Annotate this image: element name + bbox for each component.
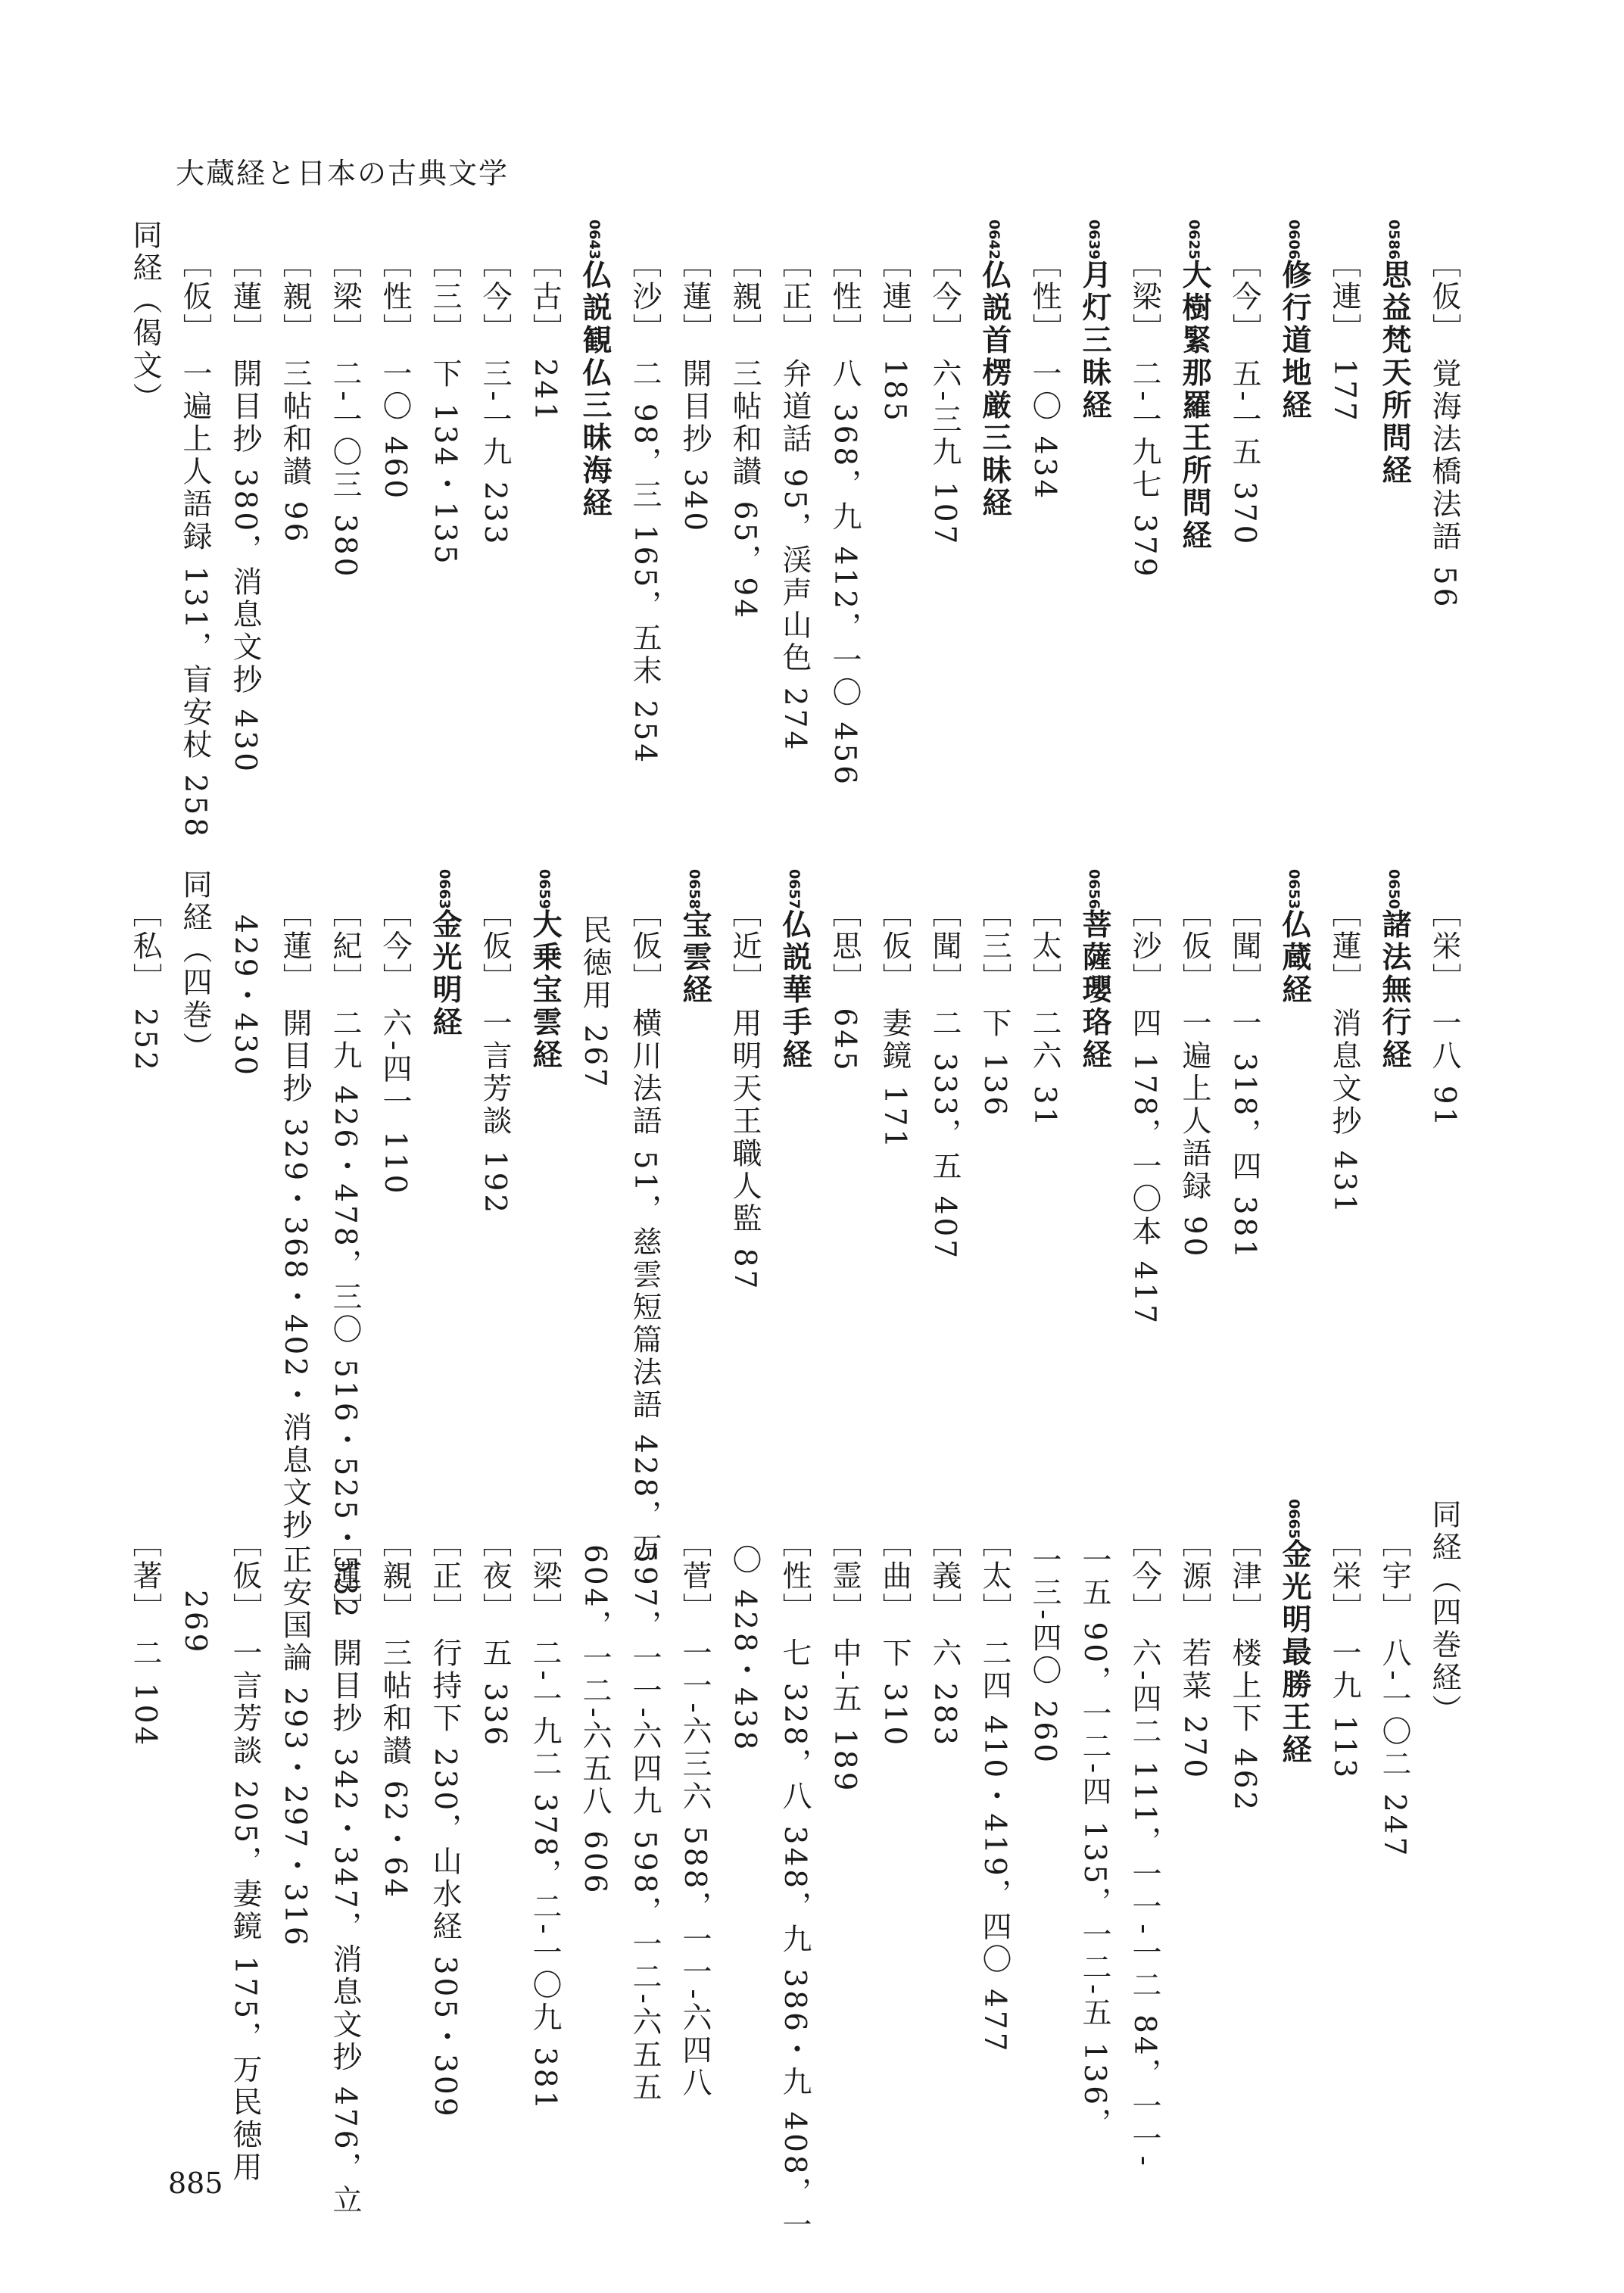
sutra-heading bbox=[419, 869, 469, 1475]
line-text: ［津］ 楼上下 462 bbox=[1227, 1528, 1261, 1814]
sutra-number: 0643 bbox=[586, 220, 603, 260]
citation-line bbox=[469, 220, 519, 795]
citation-line bbox=[1119, 1499, 1169, 2169]
line-text: ［今］ 六-四二 111，一一-一二 84，一一- bbox=[1127, 1528, 1161, 2169]
line-text: ［梁］ 二-一九二 378，二-一〇九 381 bbox=[528, 1528, 562, 2113]
line-text: ［沙］ 四 178，一〇本 417 bbox=[1127, 898, 1161, 1327]
citation-line bbox=[569, 1499, 619, 2150]
citation-line bbox=[719, 220, 769, 795]
citation-line bbox=[719, 869, 769, 1475]
variant-heading bbox=[170, 869, 220, 1475]
sutra-number: 0658 bbox=[686, 869, 703, 909]
sutra-number: 0642 bbox=[986, 220, 1002, 260]
citation-line bbox=[619, 1499, 669, 2150]
line-text: ［性］ 八 368，九 412，一〇 456 bbox=[828, 248, 862, 787]
line-text: 仏説華手経 bbox=[778, 908, 812, 1072]
sutra-number: 0657 bbox=[786, 869, 803, 909]
line-text: 諸法無行経 bbox=[1377, 908, 1411, 1072]
citation-line bbox=[569, 869, 619, 1475]
citation-line bbox=[1219, 220, 1269, 795]
sutra-heading bbox=[1369, 869, 1419, 1475]
sutra-heading bbox=[1069, 869, 1119, 1475]
line-text: ［栄］ 一八 91 bbox=[1427, 898, 1461, 1129]
citation-line bbox=[1219, 1499, 1269, 2150]
line-text: ［近］ 用明天王職人監 87 bbox=[728, 898, 762, 1292]
citation-line bbox=[1019, 220, 1069, 795]
citation-line bbox=[1419, 869, 1469, 1475]
citation-line bbox=[1319, 220, 1369, 795]
citation-line bbox=[270, 869, 320, 1543]
line-text: ［仮］ 覚海法橋法語 56 bbox=[1427, 248, 1461, 610]
line-text: ［親］ 三帖和讃 65，94 bbox=[728, 248, 762, 622]
citation-line bbox=[919, 869, 969, 1475]
line-text: ［太］ 二四 410・419，四〇 477 bbox=[977, 1528, 1011, 2055]
line-text: 宝雲経 bbox=[678, 908, 712, 1007]
sutra-heading bbox=[1169, 220, 1219, 795]
sutra-number: 0663 bbox=[436, 869, 453, 909]
citation-line bbox=[1319, 1499, 1369, 2150]
sutra-number: 0650 bbox=[1386, 869, 1402, 909]
citation-line bbox=[669, 1499, 719, 2150]
line-text: ［梁］ 二-一九七 379 bbox=[1127, 248, 1161, 580]
line-text: ［親］ 三帖和讃 96 bbox=[278, 248, 312, 545]
line-text: 民徳用 267 bbox=[578, 914, 612, 1090]
citation-line bbox=[519, 1499, 569, 2150]
sutra-heading bbox=[669, 869, 719, 1475]
line-text: ［連］ 185 bbox=[877, 248, 912, 424]
citation-line bbox=[1119, 869, 1169, 1475]
citation-line bbox=[769, 1499, 819, 2242]
line-text: 大樹緊那羅王所問経 bbox=[1177, 259, 1211, 553]
line-text: 597，一一-六四九 598，一二-六五五 bbox=[628, 1544, 662, 2105]
line-text: 同経（四巻） bbox=[178, 869, 212, 1064]
sutra-heading bbox=[1269, 869, 1319, 1475]
sutra-heading bbox=[969, 220, 1019, 795]
running-head: 大蔵経と日本の古典文学 bbox=[176, 157, 510, 190]
citation-line bbox=[320, 1499, 369, 2217]
line-text: 一三-四〇 260 bbox=[1027, 1544, 1061, 1766]
sutra-heading bbox=[1369, 220, 1419, 795]
line-text: ［蓮］ 開目抄 380，消息文抄 430 bbox=[228, 248, 262, 775]
citation-line bbox=[1219, 869, 1269, 1475]
line-text: ［紀］ 二九 426・478，三〇 516・525・532 bbox=[328, 898, 362, 1621]
citation-line bbox=[220, 1499, 270, 2185]
citation-line bbox=[220, 869, 270, 1475]
variant-heading bbox=[120, 220, 170, 795]
sutra-number: 0606 bbox=[1286, 220, 1302, 260]
citation-line bbox=[1119, 220, 1169, 795]
citation-line bbox=[919, 220, 969, 795]
citation-line bbox=[120, 1499, 170, 2150]
line-text: 菩薩瓔珞経 bbox=[1077, 908, 1111, 1072]
line-text: 正安国論 293・297・316 bbox=[278, 1544, 312, 1949]
line-text: ［仮］ 一遍上人語録 131，盲安杖 258 bbox=[178, 248, 212, 840]
citation-line bbox=[619, 869, 669, 1566]
line-text: ［古］ 241 bbox=[528, 248, 562, 424]
line-text: ［性］ 七 328，八 348，九 386・九 408，一 bbox=[778, 1528, 812, 2242]
sutra-heading bbox=[569, 220, 619, 795]
citation-line bbox=[1019, 869, 1069, 1475]
line-text: ［今］ 六-三九 107 bbox=[927, 248, 962, 547]
line-text: ［三］ 下 134・135 bbox=[428, 248, 462, 567]
citation-line bbox=[369, 869, 419, 1475]
line-text: 仏蔵経 bbox=[1277, 908, 1311, 1007]
line-text: ［聞］ 二 333，五 407 bbox=[927, 898, 962, 1262]
line-text: ［太］ 二六 31 bbox=[1027, 898, 1061, 1129]
citation-line bbox=[170, 1499, 220, 2150]
line-text: 仏説首楞厳三昧経 bbox=[977, 259, 1011, 520]
citation-line bbox=[170, 220, 220, 840]
citation-line bbox=[419, 1499, 469, 2150]
line-text: 金光明最勝王経 bbox=[1277, 1538, 1311, 1767]
line-text: ［性］ 一〇 434 bbox=[1027, 248, 1061, 502]
citation-line bbox=[320, 220, 369, 795]
line-text: 〇 428・438 bbox=[728, 1544, 762, 1753]
citation-line bbox=[469, 869, 519, 1475]
line-text: ［源］ 若菜 270 bbox=[1177, 1528, 1211, 1781]
line-text: ［著］ 二 104 bbox=[128, 1528, 162, 1749]
citation-line bbox=[819, 869, 869, 1475]
line-text: ［私］ 252 bbox=[128, 898, 162, 1073]
line-text: ［三］ 下 136 bbox=[977, 898, 1011, 1119]
line-text: ［梁］ 二-一〇三 380 bbox=[328, 248, 362, 580]
sutra-heading bbox=[1269, 220, 1319, 795]
line-text: ［仮］ 一言芳談 205，妻鏡 175，万民徳用 bbox=[228, 1528, 262, 2185]
citation-line bbox=[819, 220, 869, 795]
citation-line bbox=[969, 1499, 1019, 2150]
citation-line bbox=[220, 220, 270, 795]
line-text: ［親］ 三帖和讃 62・64 bbox=[378, 1528, 412, 1901]
citation-line bbox=[1369, 1499, 1419, 2150]
sutra-number: 0639 bbox=[1086, 220, 1102, 260]
line-text: 大乗宝雲経 bbox=[528, 908, 562, 1072]
line-text: ［正］ 弁道話 95，渓声山色 274 bbox=[778, 248, 812, 753]
line-text: 429・430 bbox=[228, 914, 262, 1078]
line-text: ［連］ 177 bbox=[1327, 248, 1361, 424]
citation-line bbox=[419, 220, 469, 795]
citation-line bbox=[1319, 869, 1369, 1475]
index-band-1 bbox=[128, 220, 1469, 840]
citation-line bbox=[869, 869, 919, 1475]
line-text: ［仮］ 妻鏡 171 bbox=[877, 898, 912, 1151]
line-text: 同経（四巻経） bbox=[1427, 1499, 1461, 1727]
sutra-number: 0665 bbox=[1286, 1499, 1302, 1539]
citation-line bbox=[1019, 1499, 1069, 2150]
line-text: ［蓮］ 消息文抄 431 bbox=[1327, 898, 1361, 1217]
citation-line bbox=[1169, 1499, 1219, 2150]
line-text: ［夜］ 五 336 bbox=[478, 1528, 512, 1749]
line-text: ［仮］ 一遍上人語録 90 bbox=[1177, 898, 1211, 1260]
line-text: ［蓮］ 開目抄 340 bbox=[678, 248, 712, 534]
line-text: 269 bbox=[178, 1590, 212, 1656]
line-text: ［今］ 三-一九 233 bbox=[478, 248, 512, 547]
citation-line bbox=[669, 220, 719, 795]
line-text: 金光明経 bbox=[428, 908, 462, 1039]
line-text: ［蓮］ 開目抄 329・368・402・消息文抄 bbox=[278, 898, 312, 1543]
citation-line bbox=[519, 220, 569, 795]
line-text: ［仮］ 横川法語 51，慈雲短篇法語 428，万 bbox=[628, 898, 662, 1566]
sutra-number: 0653 bbox=[1286, 869, 1302, 909]
sutra-heading bbox=[1269, 1499, 1319, 2150]
sutra-number: 0656 bbox=[1086, 869, 1102, 909]
line-text: ［正］ 行持下 230，山水経 305・309 bbox=[428, 1528, 462, 2120]
line-text: 修行道地経 bbox=[1277, 259, 1311, 422]
citation-line bbox=[869, 220, 919, 795]
citation-line bbox=[969, 869, 1019, 1475]
citation-line bbox=[1069, 1499, 1119, 2150]
line-text: ［義］ 六 283 bbox=[927, 1528, 962, 1749]
line-text: ［今］ 六-四一 110 bbox=[378, 898, 412, 1197]
variant-heading bbox=[1419, 1499, 1469, 2150]
line-text: ［性］ 一〇 460 bbox=[378, 248, 412, 502]
citation-line bbox=[120, 869, 170, 1475]
page-number: 885 bbox=[168, 2167, 223, 2200]
citation-line bbox=[1419, 220, 1469, 795]
citation-line bbox=[270, 220, 320, 795]
sutra-number: 0625 bbox=[1186, 220, 1202, 260]
citation-line bbox=[1169, 869, 1219, 1475]
citation-line bbox=[619, 220, 669, 795]
citation-line bbox=[819, 1499, 869, 2150]
citation-line bbox=[469, 1499, 519, 2150]
citation-line bbox=[719, 1499, 769, 2150]
citation-line bbox=[919, 1499, 969, 2150]
line-text: ［栄］ 一九 113 bbox=[1327, 1528, 1361, 1781]
citation-line bbox=[270, 1499, 320, 2150]
line-text: ［聞］ 一 318，四 381 bbox=[1227, 898, 1261, 1262]
citation-line bbox=[769, 220, 819, 795]
line-text: ［菅］ 一一-六三六 588，一一-六四八 bbox=[678, 1528, 712, 2100]
line-text: ［沙］ 二 98，三 165，五末 254 bbox=[628, 248, 662, 766]
line-text: 604，一二-六五八 606 bbox=[578, 1544, 612, 1896]
sutra-number: 0659 bbox=[536, 869, 553, 909]
citation-line bbox=[369, 1499, 419, 2150]
line-text: 一五 90，一二-四 135，一二-五 136， bbox=[1077, 1544, 1111, 2141]
line-text: ［霊］ 中-五 189 bbox=[828, 1528, 862, 1794]
line-text: ［仮］ 一言芳談 192 bbox=[478, 898, 512, 1217]
line-text: ［思］ 645 bbox=[828, 898, 862, 1073]
line-text: ［蓮］ 開目抄 342・347，消息文抄 476，立 bbox=[328, 1528, 362, 2217]
line-text: 仏説観仏三昧海経 bbox=[578, 259, 612, 520]
citation-line bbox=[320, 869, 369, 1621]
line-text: 思益梵天所問経 bbox=[1377, 259, 1411, 488]
sutra-heading bbox=[519, 869, 569, 1475]
line-text: ［今］ 五-一五 370 bbox=[1227, 248, 1261, 547]
line-text: ［宇］ 八-一〇二 247 bbox=[1377, 1528, 1411, 1859]
citation-line bbox=[869, 1499, 919, 2150]
line-text: 同経（偈文） bbox=[128, 220, 162, 415]
sutra-number: 0586 bbox=[1386, 220, 1402, 260]
citation-line bbox=[369, 220, 419, 795]
sutra-heading bbox=[1069, 220, 1119, 795]
line-text: 月灯三昧経 bbox=[1077, 259, 1111, 422]
line-text: ［曲］ 下 310 bbox=[877, 1528, 912, 1749]
sutra-heading bbox=[769, 869, 819, 1475]
